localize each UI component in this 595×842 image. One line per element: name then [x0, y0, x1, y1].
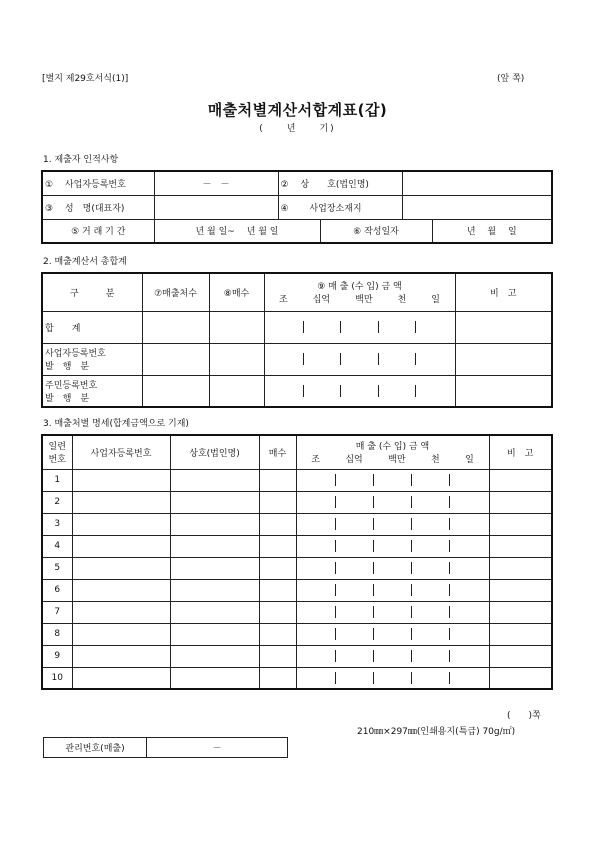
company-label: ② 상 호(법인명) [278, 171, 402, 195]
amount-header [264, 273, 455, 311]
total-count-field[interactable] [142, 311, 209, 343]
total-remarks-field[interactable] [455, 311, 552, 343]
row-company-field[interactable] [170, 601, 259, 623]
row-remarks-field[interactable] [489, 469, 552, 491]
row-remarks-field[interactable] [489, 601, 552, 623]
row-number: 5 [42, 557, 72, 579]
remarks-header: 비 고 [455, 273, 552, 311]
row-company-field[interactable] [170, 557, 259, 579]
row-amount-field[interactable] [296, 667, 489, 689]
row-company-field[interactable] [170, 513, 259, 535]
row-number: 2 [42, 491, 72, 513]
row-company-field[interactable] [170, 579, 259, 601]
row-reg-no-field[interactable] [72, 667, 170, 689]
form-number: [별지 제29호서식(1)] [42, 74, 129, 84]
reg-no-label: ① 사업자등록번호 [42, 171, 154, 195]
row-sheets-field[interactable] [259, 645, 296, 667]
row-amount-field[interactable] [296, 623, 489, 645]
address-field[interactable] [402, 195, 552, 219]
company-field[interactable] [402, 171, 552, 195]
table-row [42, 491, 552, 513]
resident-amount-field[interactable] [264, 375, 455, 407]
biz-sheets-field[interactable] [209, 343, 264, 375]
management-table [43, 737, 288, 758]
unit-il: 일 [431, 295, 440, 306]
row-amount-field[interactable] [296, 469, 489, 491]
summary-table [41, 272, 553, 408]
row-remarks-field[interactable] [489, 579, 552, 601]
table-row [42, 667, 552, 689]
row-reg-no-field[interactable] [72, 557, 170, 579]
table-row [42, 579, 552, 601]
row-remarks-field[interactable] [489, 667, 552, 689]
resident-reg-issued-label: 주민등록번호 발 행 분 [42, 375, 142, 407]
detail-remarks-header: 비 고 [489, 435, 552, 469]
row-number: 9 [42, 645, 72, 667]
row-amount-field[interactable] [296, 535, 489, 557]
row-reg-no-field[interactable] [72, 491, 170, 513]
row-amount-field[interactable] [296, 557, 489, 579]
row-number: 7 [42, 601, 72, 623]
row-company-field[interactable] [170, 667, 259, 689]
row-reg-no-field[interactable] [72, 601, 170, 623]
sheets-header: ⑧매수 [209, 273, 264, 311]
paper-spec: 210㎜×297㎜(인쇄용지(특급) 70g/㎡) [357, 727, 516, 737]
row-sheets-field[interactable] [259, 535, 296, 557]
row-amount-field[interactable] [296, 601, 489, 623]
management-field[interactable]: － [147, 738, 288, 758]
unit-jo: 조 [279, 295, 288, 306]
resident-count-field[interactable] [142, 375, 209, 407]
row-reg-no-field[interactable] [72, 469, 170, 491]
row-sheets-field[interactable] [259, 491, 296, 513]
biz-count-field[interactable] [142, 343, 209, 375]
section2-heading: 2. 매출계산서 총합계 [43, 257, 127, 267]
total-amount-field[interactable] [264, 311, 455, 343]
row-remarks-field[interactable] [489, 535, 552, 557]
period-label: ⑤ 거 래 기 간 [42, 219, 154, 243]
table-row [42, 513, 552, 535]
row-number: 4 [42, 535, 72, 557]
biz-remarks-field[interactable] [455, 343, 552, 375]
row-amount-field[interactable] [296, 645, 489, 667]
row-remarks-field[interactable] [489, 513, 552, 535]
created-date-field[interactable]: 년 월 일 [432, 219, 552, 243]
table-row [42, 535, 552, 557]
resident-remarks-field[interactable] [455, 375, 552, 407]
reg-no-header: 사업자등록번호 [72, 435, 170, 469]
row-reg-no-field[interactable] [72, 623, 170, 645]
unit-baekman: 백만 [355, 295, 373, 306]
row-remarks-field[interactable] [489, 645, 552, 667]
detail-table [41, 434, 553, 690]
row-remarks-field[interactable] [489, 491, 552, 513]
category-header: 구 분 [42, 273, 142, 311]
row-sheets-field[interactable] [259, 513, 296, 535]
row-sheets-field[interactable] [259, 623, 296, 645]
amount-units [267, 292, 453, 305]
amount-header-label: ⑨ 매 출 (수 입) 금 액 [317, 282, 402, 293]
total-label: 합 계 [42, 311, 142, 343]
row-amount-field[interactable] [296, 513, 489, 535]
row-number: 10 [42, 667, 72, 689]
year-line: ( 년 기) [259, 124, 336, 134]
section3-heading: 3. 매출처별 명세(합계금액으로 기재) [43, 419, 189, 429]
row-number: 3 [42, 513, 72, 535]
table-row [42, 645, 552, 667]
row-reg-no-field[interactable] [72, 535, 170, 557]
seq-header: 일련 번호 [42, 435, 72, 469]
reg-no-field[interactable]: － － [154, 171, 278, 195]
row-company-field[interactable] [170, 469, 259, 491]
address-label: ④ 사업장소재지 [278, 195, 402, 219]
row-number: 6 [42, 579, 72, 601]
table-row [42, 601, 552, 623]
page-title: 매출처별계산서합계표(갑) [207, 101, 388, 119]
submitter-table [41, 170, 553, 244]
page-count: ( )쪽 [507, 711, 541, 721]
row-reg-no-field[interactable] [72, 645, 170, 667]
row-company-field[interactable] [170, 491, 259, 513]
row-sheets-field[interactable] [259, 601, 296, 623]
count-header: ⑦매출처수 [142, 273, 209, 311]
row-amount-field[interactable] [296, 491, 489, 513]
total-sheets-field[interactable] [209, 311, 264, 343]
management-label: 관리번호(매출) [44, 738, 147, 758]
row-remarks-field[interactable] [489, 557, 552, 579]
row-company-field[interactable] [170, 535, 259, 557]
company-header: 상호(법인명) [170, 435, 259, 469]
row-number: 1 [42, 469, 72, 491]
biz-amount-field[interactable] [264, 343, 455, 375]
created-date-label: ⑥ 작성일자 [320, 219, 432, 243]
table-row [42, 557, 552, 579]
representative-label: ③ 성 명(대표자) [42, 195, 154, 219]
row-sheets-field[interactable] [259, 579, 296, 601]
row-remarks-field[interactable] [489, 623, 552, 645]
table-row [42, 469, 552, 491]
section1-heading: 1. 제출자 인적사항 [43, 155, 119, 165]
row-sheets-field[interactable] [259, 667, 296, 689]
row-sheets-field[interactable] [259, 469, 296, 491]
table-row [42, 623, 552, 645]
unit-sibeok: 십억 [312, 295, 331, 306]
row-amount-field[interactable] [296, 579, 489, 601]
row-number: 8 [42, 623, 72, 645]
resident-sheets-field[interactable] [209, 375, 264, 407]
row-reg-no-field[interactable] [72, 579, 170, 601]
unit-cheon: 천 [397, 295, 407, 306]
page-side: (앞 쪽) [497, 74, 525, 84]
row-company-field[interactable] [170, 645, 259, 667]
representative-field[interactable] [154, 195, 278, 219]
biz-reg-issued-label: 사업자등록번호 발 행 분 [42, 343, 142, 375]
row-sheets-field[interactable] [259, 557, 296, 579]
row-company-field[interactable] [170, 623, 259, 645]
detail-sheets-header: 매수 [259, 435, 296, 469]
period-field[interactable]: 년 월 일~ 년 월 일 [154, 219, 320, 243]
detail-amount-header: 매 출 (수 입) 금 액 조 십억 백만 천 일 [296, 435, 489, 469]
row-reg-no-field[interactable] [72, 513, 170, 535]
